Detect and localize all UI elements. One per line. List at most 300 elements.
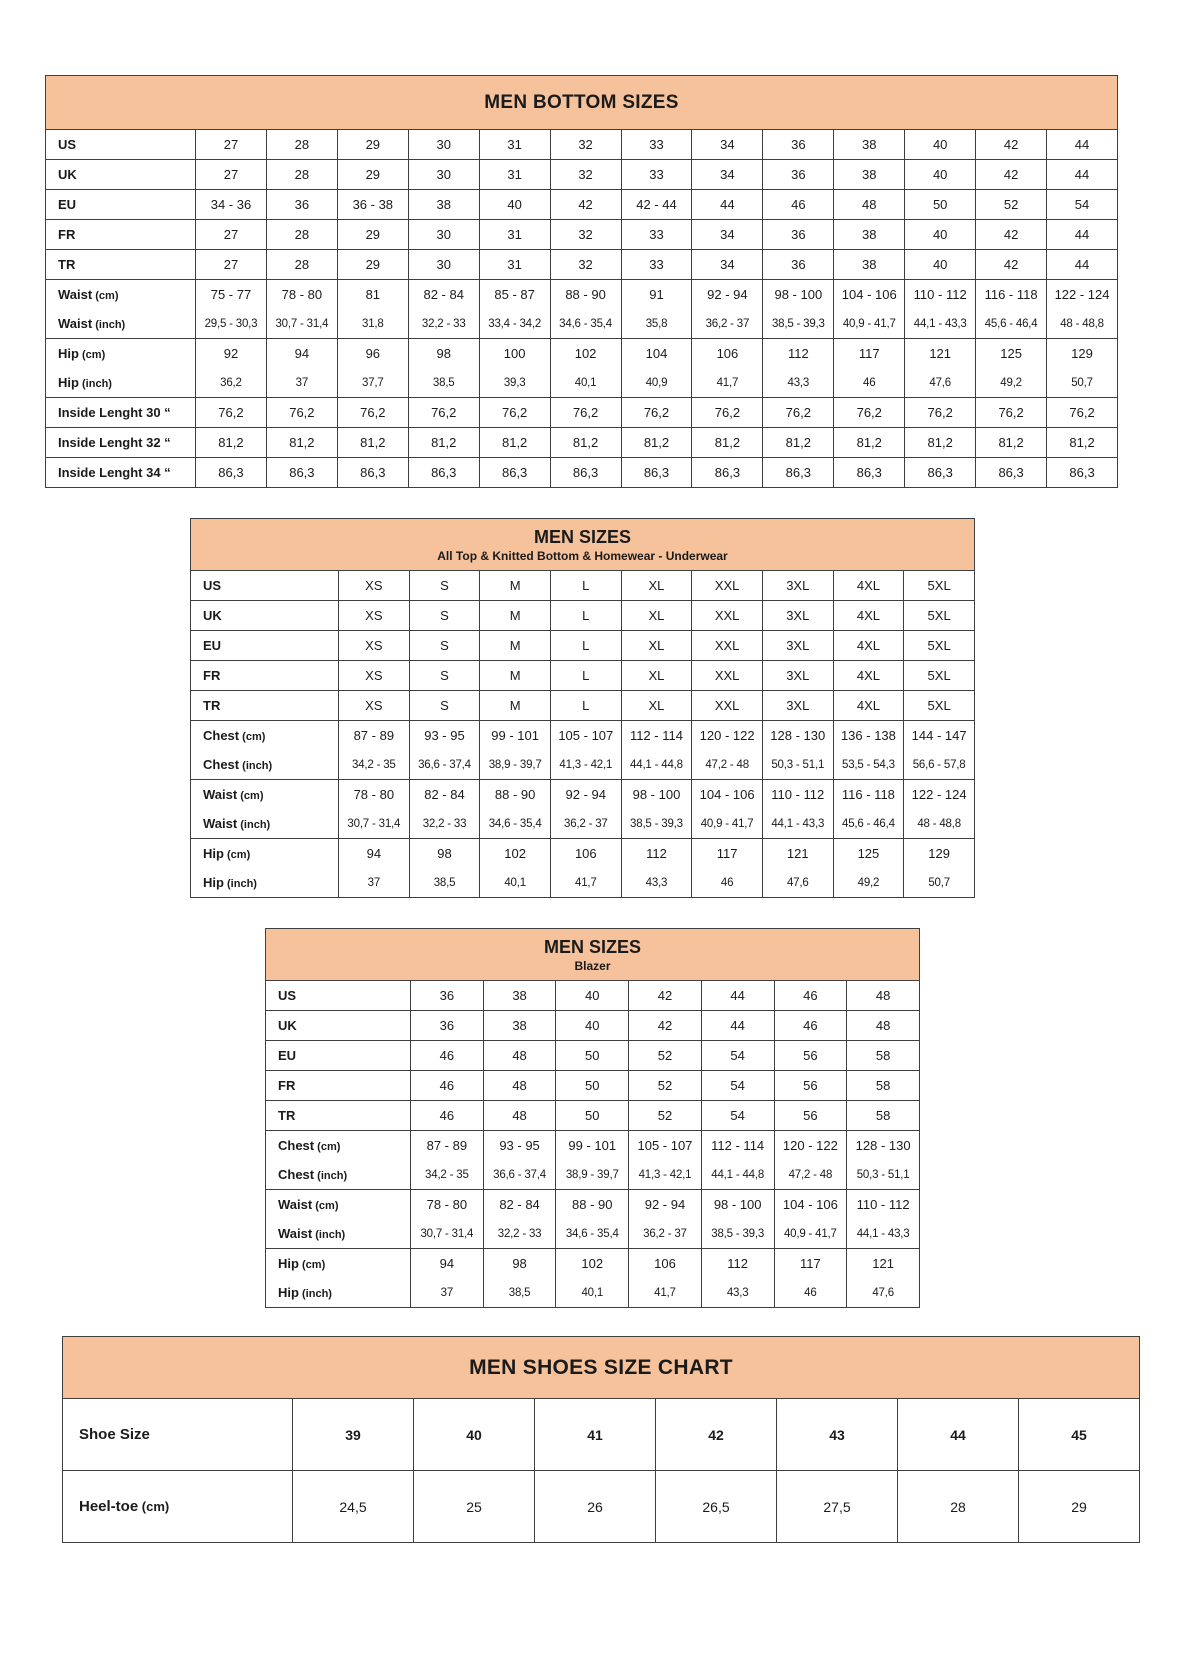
value-cell: 102 <box>550 339 621 369</box>
value-cell: 92 - 94 <box>692 280 763 310</box>
value-cell: 44 <box>898 1399 1019 1471</box>
value-cell: 5XL <box>904 571 975 601</box>
value-cell: S <box>409 631 480 661</box>
row-label <box>266 1219 411 1249</box>
value-cell: 47,2 - 48 <box>774 1160 847 1190</box>
value-cell: 3XL <box>762 571 833 601</box>
men-bottom-sizes-table <box>45 75 1118 488</box>
value-cell: 43 <box>777 1399 898 1471</box>
value-cell: 41,3 - 42,1 <box>550 750 621 780</box>
value-cell: 29,5 - 30,3 <box>196 309 267 339</box>
value-cell: XL <box>621 571 692 601</box>
value-cell: 121 <box>905 339 976 369</box>
value-cell: 26 <box>535 1471 656 1543</box>
row-label-text: Waist <box>58 316 93 331</box>
row-label <box>46 309 196 339</box>
value-cell: 81,2 <box>692 428 763 458</box>
value-cell: 3XL <box>762 631 833 661</box>
value-cell: 33 <box>621 160 692 190</box>
value-cell: 106 <box>692 339 763 369</box>
value-cell: 94 <box>339 839 410 869</box>
value-cell: 92 - 94 <box>550 780 621 810</box>
value-cell: 37,7 <box>337 368 408 398</box>
value-cell: 40 <box>905 160 976 190</box>
men-sizes-tops-table <box>190 518 975 898</box>
value-cell: 36 <box>763 160 834 190</box>
value-cell: L <box>550 661 621 691</box>
table-row <box>46 190 1118 220</box>
row-label-text: TR <box>58 257 76 272</box>
value-cell: 112 <box>621 839 692 869</box>
value-cell: 29 <box>337 130 408 160</box>
row-label-unit: (inch) <box>239 760 273 772</box>
value-cell: 50,7 <box>904 868 975 898</box>
row-label <box>46 160 196 190</box>
row-label-unit: (inch) <box>298 1288 332 1300</box>
value-cell: 28 <box>266 250 337 280</box>
value-cell: 44,1 - 43,3 <box>762 809 833 839</box>
value-cell: 38,9 - 39,7 <box>556 1160 629 1190</box>
value-cell: 44 <box>1047 160 1118 190</box>
row-label-text: EU <box>203 638 222 653</box>
row-label-text: FR <box>58 227 76 242</box>
value-cell: 25 <box>414 1471 535 1543</box>
row-label <box>191 809 339 839</box>
chart-title: MEN SIZES <box>533 527 631 547</box>
value-cell: XS <box>339 601 410 631</box>
value-cell: 44 <box>701 981 774 1011</box>
value-cell: 48 <box>483 1041 556 1071</box>
value-cell: 81,2 <box>621 428 692 458</box>
value-cell: 81,2 <box>196 428 267 458</box>
value-cell: 42 <box>976 130 1047 160</box>
value-cell: 38 <box>834 160 905 190</box>
row-label-text: Inside Lenght 30 “ <box>58 405 171 420</box>
value-cell: 86,3 <box>408 458 479 488</box>
value-cell: 96 <box>337 339 408 369</box>
value-cell: 38,5 - 39,3 <box>621 809 692 839</box>
value-cell: 36 <box>763 220 834 250</box>
value-cell: 98 - 100 <box>763 280 834 310</box>
row-label <box>46 280 196 310</box>
value-cell: XS <box>339 631 410 661</box>
value-cell: 33 <box>621 220 692 250</box>
value-cell: 47,6 <box>847 1278 920 1308</box>
chart-title: MEN BOTTOM SIZES <box>484 92 679 113</box>
value-cell: 86,3 <box>976 458 1047 488</box>
row-label-text: Hip <box>58 346 79 361</box>
table-row <box>63 1399 1140 1471</box>
value-cell: 53,5 - 54,3 <box>833 750 904 780</box>
value-cell: 86,3 <box>479 458 550 488</box>
value-cell: 4XL <box>833 631 904 661</box>
value-cell: 46 <box>411 1071 484 1101</box>
value-cell: XXL <box>692 571 763 601</box>
value-cell: 36,6 - 37,4 <box>483 1160 556 1190</box>
value-cell: 32 <box>550 250 621 280</box>
value-cell: 49,2 <box>833 868 904 898</box>
value-cell: 41,7 <box>629 1278 702 1308</box>
row-label <box>46 190 196 220</box>
value-cell: L <box>550 691 621 721</box>
value-cell: 87 - 89 <box>339 721 410 751</box>
value-cell: 40 <box>414 1399 535 1471</box>
value-cell: 42 <box>656 1399 777 1471</box>
table-row <box>191 750 975 780</box>
row-label-text: UK <box>203 608 222 623</box>
value-cell: 42 <box>976 160 1047 190</box>
value-cell: 38 <box>834 220 905 250</box>
value-cell: 50,3 - 51,1 <box>762 750 833 780</box>
value-cell: L <box>550 631 621 661</box>
value-cell: 86,3 <box>905 458 976 488</box>
value-cell: 48 <box>847 981 920 1011</box>
men-sizes-tops-header <box>190 518 975 570</box>
table-row <box>266 1071 920 1101</box>
value-cell: 24,5 <box>293 1471 414 1543</box>
value-cell: 45,6 - 46,4 <box>976 309 1047 339</box>
value-cell: 42 <box>976 220 1047 250</box>
men-sizes-blazer-grid <box>265 980 920 1308</box>
row-label-text: EU <box>278 1048 297 1063</box>
value-cell: 86,3 <box>337 458 408 488</box>
value-cell: 27 <box>196 130 267 160</box>
value-cell: 29 <box>337 160 408 190</box>
row-label-unit: (cm) <box>138 1499 170 1514</box>
table-row <box>266 981 920 1011</box>
value-cell: 40,9 - 41,7 <box>692 809 763 839</box>
value-cell: 50 <box>556 1071 629 1101</box>
row-label-text: Chest <box>203 757 240 772</box>
value-cell: M <box>480 571 551 601</box>
value-cell: 28 <box>266 160 337 190</box>
value-cell: 54 <box>701 1071 774 1101</box>
table-row <box>191 839 975 869</box>
value-cell: 26,5 <box>656 1471 777 1543</box>
row-label-unit: (cm) <box>237 790 264 802</box>
value-cell: 36 <box>411 981 484 1011</box>
value-cell: 44 <box>1047 250 1118 280</box>
row-label-text: Hip <box>203 846 224 861</box>
value-cell: 94 <box>266 339 337 369</box>
table-row <box>266 1131 920 1161</box>
men-shoes-grid <box>62 1398 1140 1543</box>
value-cell: 38,5 <box>409 868 480 898</box>
table-row <box>191 721 975 751</box>
table-row <box>191 571 975 601</box>
row-label-unit: (inch) <box>314 1170 348 1182</box>
value-cell: 42 <box>976 250 1047 280</box>
value-cell: 44,1 - 44,8 <box>621 750 692 780</box>
table-row <box>46 368 1118 398</box>
table-row <box>266 1160 920 1190</box>
value-cell: 50,3 - 51,1 <box>847 1160 920 1190</box>
value-cell: 30 <box>408 160 479 190</box>
value-cell: 58 <box>847 1101 920 1131</box>
table-row <box>191 601 975 631</box>
value-cell: XXL <box>692 691 763 721</box>
value-cell: 81,2 <box>1047 428 1118 458</box>
value-cell: 100 <box>479 339 550 369</box>
value-cell: 41,7 <box>550 868 621 898</box>
table-row <box>191 661 975 691</box>
row-label-text: FR <box>278 1078 296 1093</box>
value-cell: 136 - 138 <box>833 721 904 751</box>
value-cell: 43,3 <box>621 868 692 898</box>
row-label <box>46 368 196 398</box>
row-label-text: Chest <box>203 728 240 743</box>
value-cell: 116 - 118 <box>976 280 1047 310</box>
value-cell: 34 <box>692 130 763 160</box>
row-label-text: Inside Lenght 32 “ <box>58 435 171 450</box>
value-cell: 56 <box>774 1101 847 1131</box>
value-cell: 34,2 - 35 <box>411 1160 484 1190</box>
value-cell: 40 <box>556 1011 629 1041</box>
value-cell: 40,1 <box>556 1278 629 1308</box>
value-cell: 32,2 - 33 <box>409 809 480 839</box>
table-row <box>46 398 1118 428</box>
value-cell: 120 - 122 <box>774 1131 847 1161</box>
value-cell: 40 <box>479 190 550 220</box>
value-cell: XXL <box>692 661 763 691</box>
value-cell: 52 <box>629 1071 702 1101</box>
size-chart-document <box>0 75 1200 1680</box>
row-label <box>63 1399 293 1471</box>
row-label-text: Waist <box>278 1226 313 1241</box>
row-label-text: Inside Lenght 34 “ <box>58 465 171 480</box>
value-cell: S <box>409 571 480 601</box>
value-cell: 85 - 87 <box>479 280 550 310</box>
value-cell: 86,3 <box>196 458 267 488</box>
value-cell: 50,7 <box>1047 368 1118 398</box>
table-row <box>266 1011 920 1041</box>
value-cell: 34,2 - 35 <box>339 750 410 780</box>
row-label-text: Hip <box>58 375 79 390</box>
value-cell: M <box>480 601 551 631</box>
value-cell: 52 <box>629 1041 702 1071</box>
value-cell: 30 <box>408 130 479 160</box>
row-label <box>46 428 196 458</box>
value-cell: M <box>480 661 551 691</box>
value-cell: 125 <box>833 839 904 869</box>
value-cell: 86,3 <box>550 458 621 488</box>
value-cell: 30,7 - 31,4 <box>266 309 337 339</box>
value-cell: 81 <box>337 280 408 310</box>
row-label <box>191 631 339 661</box>
value-cell: 128 - 130 <box>847 1131 920 1161</box>
men-shoes-size-chart-table <box>62 1336 1140 1543</box>
table-row <box>46 309 1118 339</box>
value-cell: 87 - 89 <box>411 1131 484 1161</box>
value-cell: 76,2 <box>763 398 834 428</box>
value-cell: 46 <box>834 368 905 398</box>
value-cell: 45 <box>1019 1399 1140 1471</box>
row-label-text: US <box>58 137 77 152</box>
value-cell: 76,2 <box>550 398 621 428</box>
value-cell: 39,3 <box>479 368 550 398</box>
row-label-text: Hip <box>203 875 224 890</box>
row-label-text: Hip <box>278 1285 299 1300</box>
chart-title: MEN SHOES SIZE CHART <box>469 1356 733 1379</box>
value-cell: 30,7 - 31,4 <box>339 809 410 839</box>
table-row <box>191 780 975 810</box>
value-cell: 38,9 - 39,7 <box>480 750 551 780</box>
row-label-text: Shoe Size <box>79 1426 150 1443</box>
value-cell: 93 - 95 <box>483 1131 556 1161</box>
row-label <box>266 1101 411 1131</box>
value-cell: 104 - 106 <box>692 780 763 810</box>
table-row <box>266 1101 920 1131</box>
row-label <box>191 571 339 601</box>
value-cell: 102 <box>556 1249 629 1279</box>
table-row <box>266 1041 920 1071</box>
value-cell: 36 <box>411 1011 484 1041</box>
row-label-unit: (inch) <box>237 819 271 831</box>
value-cell: 48 <box>483 1101 556 1131</box>
table-row <box>46 428 1118 458</box>
value-cell: 56 <box>774 1041 847 1071</box>
value-cell: XXL <box>692 631 763 661</box>
row-label <box>191 691 339 721</box>
value-cell: 46 <box>411 1101 484 1131</box>
row-label <box>266 1278 411 1308</box>
value-cell: 93 - 95 <box>409 721 480 751</box>
value-cell: S <box>409 601 480 631</box>
value-cell: S <box>409 691 480 721</box>
value-cell: L <box>550 601 621 631</box>
value-cell: 31 <box>479 220 550 250</box>
row-label <box>266 1131 411 1161</box>
value-cell: 129 <box>1047 339 1118 369</box>
table-row <box>63 1471 1140 1543</box>
value-cell: 81,2 <box>479 428 550 458</box>
value-cell: 78 - 80 <box>339 780 410 810</box>
value-cell: 30 <box>408 220 479 250</box>
value-cell: 105 - 107 <box>550 721 621 751</box>
value-cell: 44,1 - 44,8 <box>701 1160 774 1190</box>
value-cell: 82 - 84 <box>408 280 479 310</box>
value-cell: 40,9 - 41,7 <box>774 1219 847 1249</box>
row-label-text: UK <box>278 1018 297 1033</box>
value-cell: 40 <box>556 981 629 1011</box>
value-cell: 44 <box>1047 130 1118 160</box>
value-cell: 34,6 - 35,4 <box>556 1219 629 1249</box>
value-cell: 91 <box>621 280 692 310</box>
value-cell: 104 <box>621 339 692 369</box>
value-cell: 5XL <box>904 631 975 661</box>
value-cell: 117 <box>834 339 905 369</box>
value-cell: 116 - 118 <box>833 780 904 810</box>
value-cell: 41 <box>535 1399 656 1471</box>
value-cell: 33 <box>621 130 692 160</box>
value-cell: 98 - 100 <box>701 1190 774 1220</box>
value-cell: 38,5 - 39,3 <box>763 309 834 339</box>
value-cell: 40 <box>905 250 976 280</box>
value-cell: 36 - 38 <box>337 190 408 220</box>
row-label <box>266 1011 411 1041</box>
value-cell: 86,3 <box>834 458 905 488</box>
table-row <box>46 339 1118 369</box>
table-row <box>191 691 975 721</box>
row-label <box>266 1041 411 1071</box>
chart-subtitle: Blazer <box>574 959 611 973</box>
value-cell: 76,2 <box>621 398 692 428</box>
value-cell: XL <box>621 601 692 631</box>
value-cell: 36,2 - 37 <box>692 309 763 339</box>
row-label <box>191 750 339 780</box>
value-cell: 33 <box>621 250 692 280</box>
table-row <box>191 868 975 898</box>
value-cell: 30 <box>408 250 479 280</box>
value-cell: 40 <box>905 220 976 250</box>
table-row <box>46 458 1118 488</box>
value-cell: 82 - 84 <box>409 780 480 810</box>
value-cell: 81,2 <box>834 428 905 458</box>
value-cell: 31 <box>479 250 550 280</box>
value-cell: 56 <box>774 1071 847 1101</box>
value-cell: 35,8 <box>621 309 692 339</box>
value-cell: 112 - 114 <box>621 721 692 751</box>
value-cell: 76,2 <box>1047 398 1118 428</box>
row-label-unit: (cm) <box>312 1200 339 1212</box>
value-cell: 46 <box>763 190 834 220</box>
value-cell: 28 <box>898 1471 1019 1543</box>
value-cell: 47,6 <box>762 868 833 898</box>
value-cell: 47,2 - 48 <box>692 750 763 780</box>
row-label <box>191 780 339 810</box>
value-cell: 37 <box>339 868 410 898</box>
row-label-unit: (cm) <box>298 1259 326 1271</box>
value-cell: 50 <box>556 1101 629 1131</box>
value-cell: 112 - 114 <box>701 1131 774 1161</box>
row-label-text: US <box>278 988 297 1003</box>
value-cell: 104 - 106 <box>774 1190 847 1220</box>
value-cell: 46 <box>774 1011 847 1041</box>
value-cell: 50 <box>905 190 976 220</box>
value-cell: 32 <box>550 130 621 160</box>
value-cell: 106 <box>629 1249 702 1279</box>
value-cell: 42 <box>629 981 702 1011</box>
value-cell: 76,2 <box>337 398 408 428</box>
value-cell: 34,6 - 35,4 <box>480 809 551 839</box>
row-label <box>63 1471 293 1543</box>
value-cell: 76,2 <box>196 398 267 428</box>
value-cell: 48 <box>834 190 905 220</box>
value-cell: 78 - 80 <box>266 280 337 310</box>
value-cell: 76,2 <box>266 398 337 428</box>
value-cell: 121 <box>762 839 833 869</box>
value-cell: 76,2 <box>905 398 976 428</box>
row-label-text: TR <box>278 1108 296 1123</box>
row-label <box>46 130 196 160</box>
row-label-text: Hip <box>278 1256 299 1271</box>
row-label <box>191 868 339 898</box>
value-cell: 42 <box>629 1011 702 1041</box>
value-cell: 37 <box>411 1278 484 1308</box>
row-label-unit: (cm) <box>239 731 266 743</box>
value-cell: XL <box>621 661 692 691</box>
value-cell: 38,5 <box>408 368 479 398</box>
value-cell: 98 - 100 <box>621 780 692 810</box>
value-cell: 34,6 - 35,4 <box>550 309 621 339</box>
value-cell: 36 <box>266 190 337 220</box>
value-cell: 99 - 101 <box>556 1131 629 1161</box>
value-cell: 76,2 <box>479 398 550 428</box>
value-cell: 31 <box>479 160 550 190</box>
row-label <box>191 839 339 869</box>
value-cell: XS <box>339 661 410 691</box>
row-label-unit: (inch) <box>92 319 126 331</box>
